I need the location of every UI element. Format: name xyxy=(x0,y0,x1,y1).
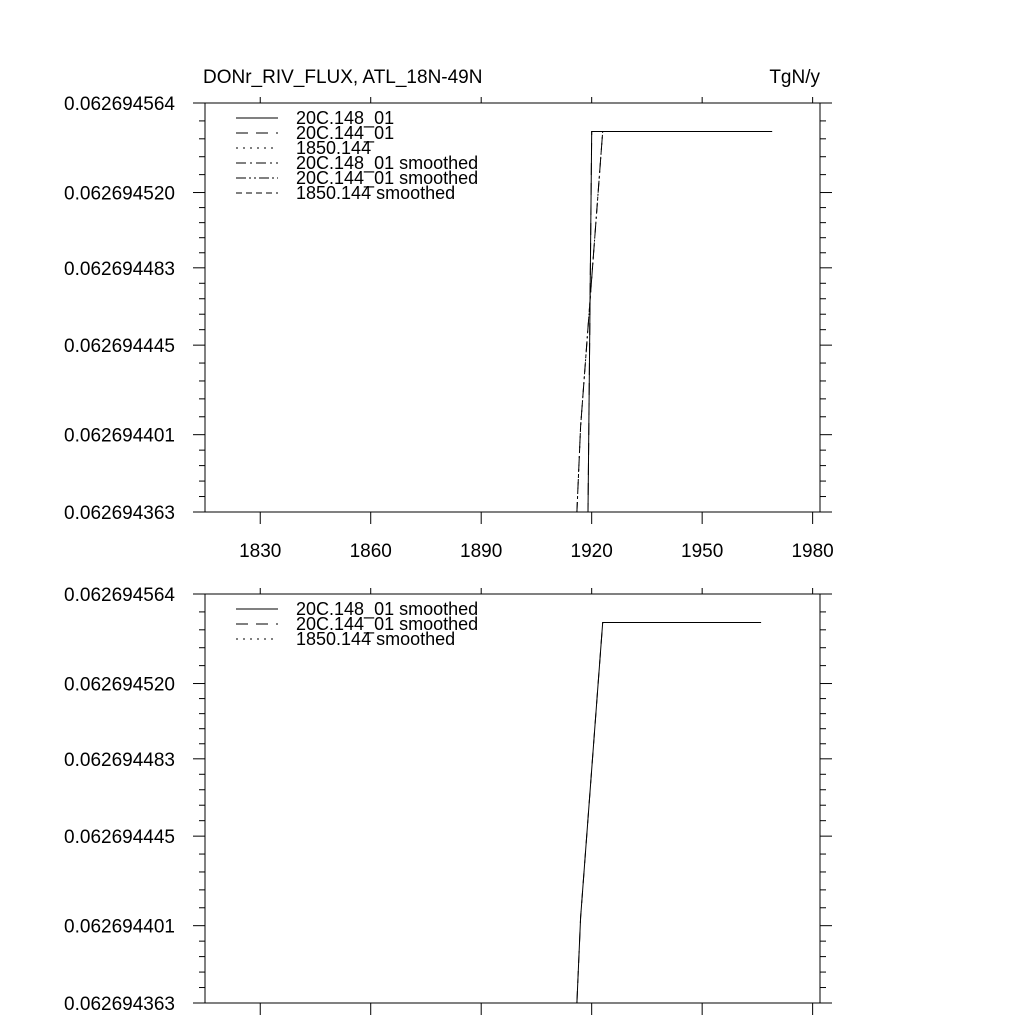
legend-label: 20C.148_01 xyxy=(296,108,395,128)
y-tick-label: 0.062694483 xyxy=(64,749,175,771)
x-tick-label: 1920 xyxy=(570,541,613,562)
x-tick-label: 1890 xyxy=(460,541,503,562)
plot-frame xyxy=(205,594,820,1003)
series-line xyxy=(205,132,772,513)
top-panel xyxy=(64,94,834,562)
y-tick-label: 0.062694363 xyxy=(64,994,175,1015)
y-tick-label: 0.062694520 xyxy=(64,183,175,205)
series-line xyxy=(577,132,772,513)
x-tick-label: 1950 xyxy=(681,541,724,562)
legend-label: 1850.144 smoothed xyxy=(296,629,456,649)
series-line xyxy=(577,132,772,513)
legend-label: 20C.144_01 smoothed xyxy=(296,168,479,188)
legend-label: 20C.144_01 xyxy=(296,123,395,143)
legend-label: 20C.144_01 smoothed xyxy=(296,614,479,634)
y-tick-label: 0.062694445 xyxy=(64,336,175,358)
legend-label: 1850.144 xyxy=(296,138,372,158)
units-label: TgN/y xyxy=(769,67,820,88)
bottom-panel xyxy=(64,585,832,1015)
x-tick-label: 1980 xyxy=(791,541,834,562)
x-tick-label: 1830 xyxy=(239,541,282,562)
y-tick-label: 0.062694401 xyxy=(64,916,175,938)
y-tick-label: 0.062694483 xyxy=(64,258,175,280)
y-tick-label: 0.062694363 xyxy=(64,503,175,524)
series-line xyxy=(577,623,761,1004)
y-tick-label: 0.062694564 xyxy=(64,585,175,606)
y-tick-label: 0.062694520 xyxy=(64,674,175,696)
legend-label: 20C.148_01 smoothed xyxy=(296,599,479,619)
chart-title: DONr_RIV_FLUX, ATL_18N-49N xyxy=(203,67,483,88)
y-tick-label: 0.062694445 xyxy=(64,827,175,849)
legend-label: 20C.148_01 smoothed xyxy=(296,153,479,173)
series-line xyxy=(577,623,761,1004)
y-tick-label: 0.062694564 xyxy=(64,94,175,115)
y-tick-label: 0.062694401 xyxy=(64,425,175,447)
series-line xyxy=(205,132,772,513)
x-tick-label: 1860 xyxy=(349,541,392,562)
legend-label: 1850.144 smoothed xyxy=(296,183,456,203)
